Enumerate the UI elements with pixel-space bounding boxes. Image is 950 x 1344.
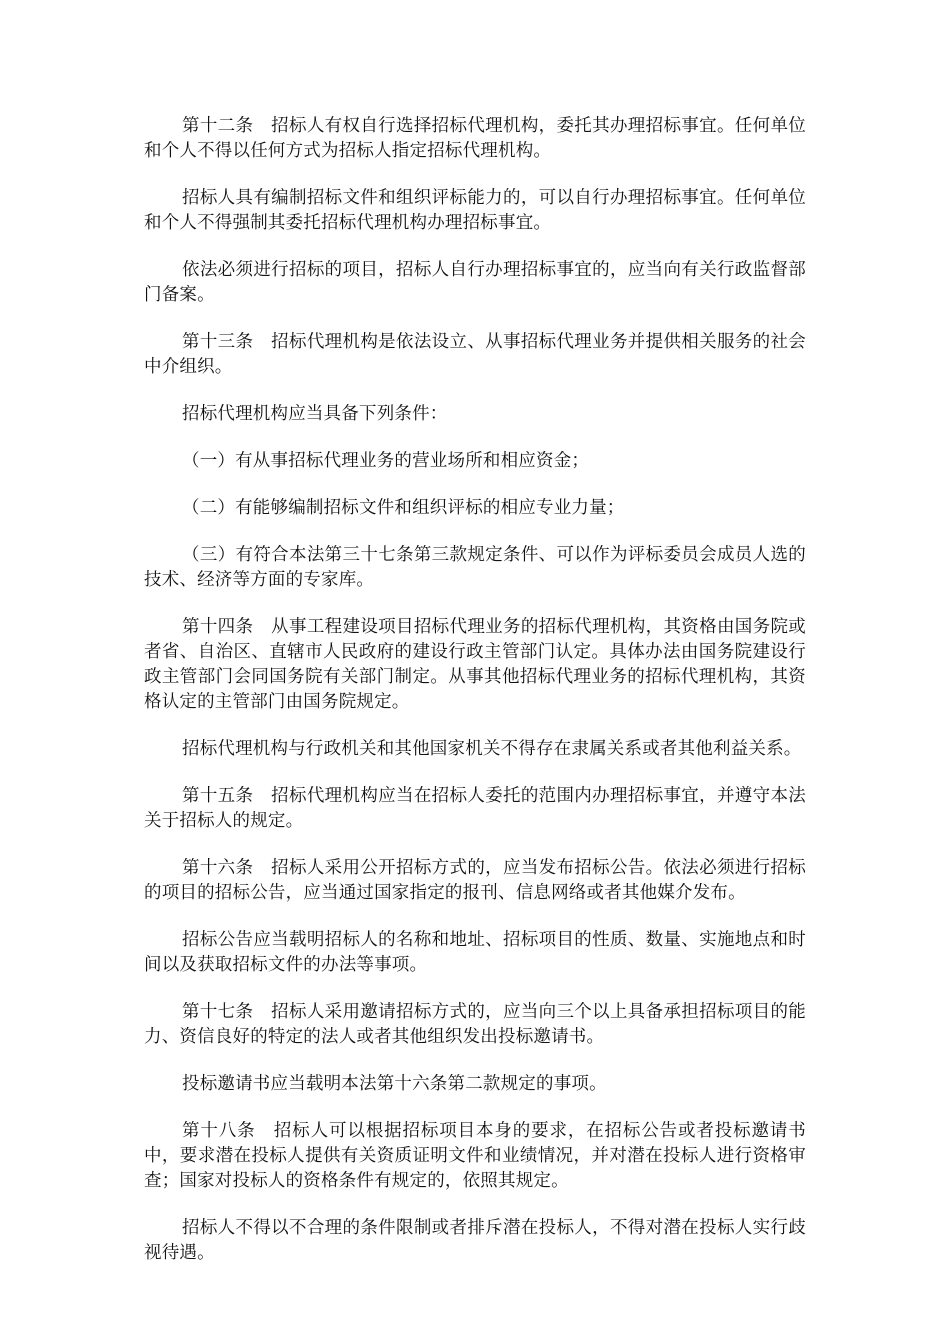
paragraph-filing: 依法必须进行招标的项目，招标人自行办理招标事宜的，应当向有关行政监督部门备案。 bbox=[144, 260, 806, 305]
article-14-paragraph: 第十四条 从事工程建设项目招标代理业务的招标代理机构，其资格由国务院或者省、自治区、直辖市人民政府的建设行政主管部门认定。具体办法由国务院建设行政主管部门会同国务院有关部门制定。从事其他招标代理业务的招标代理机构，其资格认定的主管部门由国务院规定。 bbox=[144, 617, 806, 712]
document-body bbox=[144, 114, 806, 1288]
paragraph-invitation-content: 投标邀请书应当载明本法第十六条第二款规定的事项。 bbox=[182, 1074, 607, 1094]
paragraph-notice-content: 招标公告应当载明招标人的名称和地址、招标项目的性质、数量、实施地点和时间以及获取招标文件的办法等事项。 bbox=[144, 930, 806, 975]
article-13-paragraph: 第十三条 招标代理机构是依法设立、从事招标代理业务并提供相关服务的社会中介组织。 bbox=[144, 332, 806, 377]
condition-item-3: （三）有符合本法第三十七条第三款规定条件、可以作为评标委员会成员人选的技术、经济等方面的专家库。 bbox=[144, 545, 806, 590]
condition-item-2: （二）有能够编制招标文件和组织评标的相应专业力量； bbox=[182, 498, 625, 518]
article-16-paragraph: 第十六条 招标人采用公开招标方式的，应当发布招标公告。依法必须进行招标的项目的招标公告，应当通过国家指定的报刊、信息网络或者其他媒介发布。 bbox=[144, 858, 806, 903]
condition-item-1: （一）有从事招标代理业务的营业场所和相应资金； bbox=[182, 451, 590, 471]
paragraph-no-discrimination: 招标人不得以不合理的条件限制或者排斥潜在投标人，不得对潜在投标人实行歧视待遇。 bbox=[144, 1218, 806, 1263]
article-15-paragraph: 第十五条 招标代理机构应当在招标人委托的范围内办理招标事宜，并遵守本法关于招标人的规定。 bbox=[144, 786, 806, 831]
article-18-paragraph: 第十八条 招标人可以根据招标项目本身的要求，在招标公告或者投标邀请书中，要求潜在投标人提供有关资质证明文件和业绩情况，并对潜在投标人进行资格审查；国家对投标人的资格条件有规定的，依照其规定。 bbox=[144, 1121, 806, 1191]
article-12-paragraph: 第十二条 招标人有权自行选择招标代理机构，委托其办理招标事宜。任何单位和个人不得以任何方式为招标人指定招标代理机构。 bbox=[144, 116, 806, 161]
paragraph-self-handling: 招标人具有编制招标文件和组织评标能力的，可以自行办理招标事宜。任何单位和个人不得强制其委托招标代理机构办理招标事宜。 bbox=[144, 188, 806, 233]
article-17-paragraph: 第十七条 招标人采用邀请招标方式的，应当向三个以上具备承担招标项目的能力、资信良好的特定的法人或者其他组织发出投标邀请书。 bbox=[144, 1002, 806, 1047]
paragraph-conditions-intro: 招标代理机构应当具备下列条件： bbox=[182, 404, 448, 424]
paragraph-no-affiliation: 招标代理机构与行政机关和其他国家机关不得存在隶属关系或者其他利益关系。 bbox=[182, 739, 802, 759]
